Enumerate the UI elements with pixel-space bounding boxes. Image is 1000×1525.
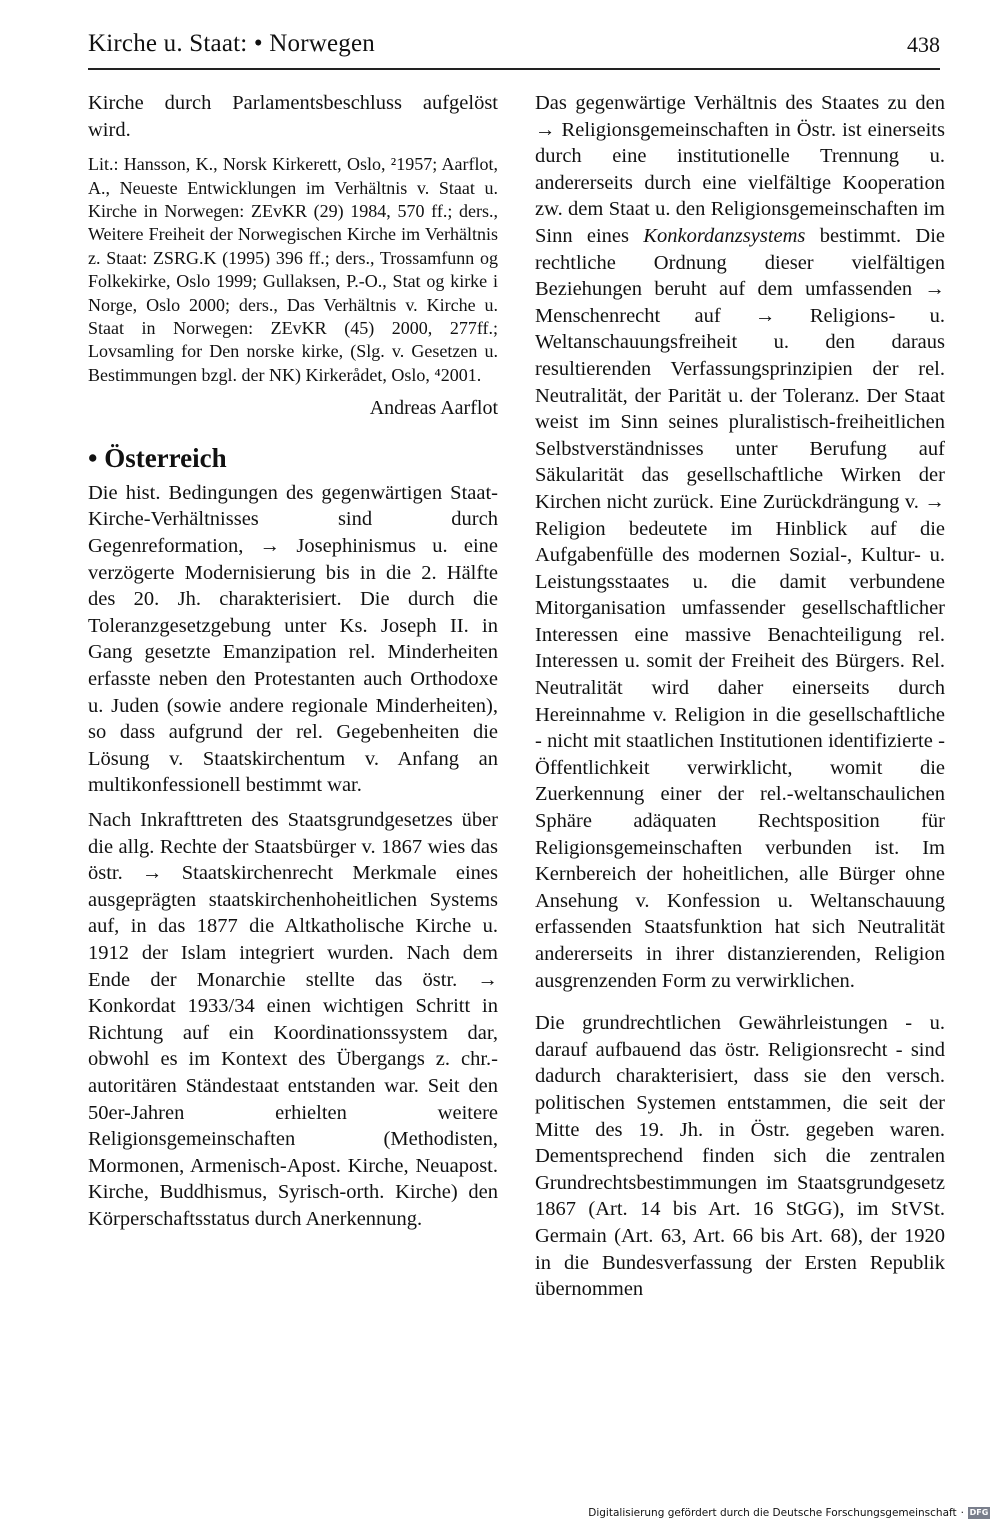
paragraph: Die hist. Bedingungen des gegenwärtigen Staat-Kirche-Verhältnisses sind durch Gegenreformation, → Josephinismus u. eine verzögerte Modernisierung bis in die 2. Hälfte des 20. Jh. charakterisiert. Die durch die Toleranzgesetzgebung unter Ks. Joseph II. in Gang gesetzte Emanzipation rel. Minderheiten erfasste neben den Protestanten auch Orthodoxe u. Juden (sowie andere regionale Minderheiten), so dass aufgrund der rel. Gegebenheiten die Lösung v. Staatskirchentum v. Anfang an multikonfessionell bestimmt war. [88,481,498,797]
right-column [535,90,945,1311]
separator-dot: · [960,1507,964,1519]
digitization-credit [588,1507,990,1519]
paragraph: Nach Inkrafttreten des Staatsgrundgesetzes über die allg. Rechte der Staatsbürger v. 1867 wies das östr. → Staatskirchenrecht Merkmale eines ausgeprägten staatskirchenhoheitlichen Systems auf, in das 1877 die Altkatholische Kirche u. 1912 der Islam integriert wurden. Nach dem Ende der Monarchie stellte das östr. → Konkordat 1933/34 einen wichtigen Schritt in Richtung auf ein Koordinationssystem dar, obwohl es im Kontext des Übergangs z. chr.-autoritären Ständestaat entstanden war. Seit den 50er-Jahren erhielten weitere Religionsgemeinschaften (Methodisten, Mormonen, Armenisch-Apost. Kirche, Neuapost. Kirche, Buddhismus, Syrisch-orth. Kirche) den Körperschaftsstatus durch Anerkennung. [88,808,498,1230]
italic-term: Konkordanzsystems [643,224,806,247]
literature-list: Lit.: Hansson, K., Norsk Kirkerett, Oslo, ²1957; Aarflot, A., Neueste Entwicklungen im Verhältnis v. Staat u. Kirche in Norwegen: ZEvKR (29) 1984, 570 ff.; ders., Weitere Freiheit der Norwegischen Kirche im Verhältnis z. Staat: ZSRG.K (1995) 396 ff.; ders., Trossamfunn og Folkekirke, Oslo 1999; Gullaksen, P.-O., Stat og kirke i Norge, Oslo 2000; ders., Das Verhältnis v. Kirche u. Staat in Norwegen: ZEvKR (45) 2000, 277ff.; Lovsamling for Den norske kirke, (Slg. v. Gesetzen u. Bestimmungen bzgl. der NK) Kirkerådet, Oslo, ⁴2001. [88,154,498,385]
section-heading: • Österreich [88,442,227,473]
credit-text: Digitalisierung gefördert durch die Deutsche Forschungsgemeinschaft [588,1507,957,1519]
author-signature: Andreas Aarflot [369,397,498,420]
dfg-logo-icon: DFG [969,1508,989,1517]
paragraph-text: Das gegenwärtige Verhältnis des Staates zu den → Religionsgemeinschaften in Östr. ist einerseits durch eine institutionelle Trennung u. andererseits durch eine vielfältige Kooperation zw. dem Staat u. den Religionsgemeinschaften im Sinn eines [535,92,945,247]
running-head: Kirche u. Staat: • Norwegen [88,30,375,57]
page-header [88,28,940,70]
left-column [88,90,498,1240]
paragraph-text: bestimmt. Die rechtliche Ordnung dieser vielfältigen Beziehungen beruht auf dem umfassenden → Menschenrecht auf → Religions- u. Weltanschauungsfreiheit u. den daraus resultierenden Verfassungsprinzipien der rel. Neutralität, der Parität u. der Toleranz. Der Staat weist im Sinn seines pluralistisch-freiheitlichen Selbstverständnisses unter Berufung auf Säkularität das gesellschaftliche Wirken der Kirchen nicht zurück. Eine Zurückdrängung v. → Religion bedeutete im Hinblick auf die Aufgabenfülle des modernen Sozial-, Kultur- u. Leistungsstaates u. die damit verbundene Mitorganisation umfassender gesellschaftlicher Interessen eine massive Benachteiligung rel. Interessen u. somit der Freiheit des Bürgers. Rel. Neutralität wird daher einerseits durch Hereinnahme v. Religion in die gesellschaftliche - nicht mit staatlichen Institutionen identifizierte - Öffentlichkeit verwirklicht, womit die Zuerkennung einer der rel.-weltanschaulichen Sphäre adäquaten Rechtsposition für Religionsgemeinschaften verbunden ist. Im Kernbereich der hoheitlichen, alle Bürger ohne Ansehung v. Konfession u. Weltanschauung erfassenden Staatsfunktion hat sich Neutralität andererseits in ihrer distanzierenden, Religion ausgrenzenden Form zu verwirklichen. [535,224,946,992]
page-number: 438 [907,32,940,57]
paragraph [535,90,945,994]
paragraph: Die grundrechtlichen Gewährleistungen - u. darauf aufbauend das östr. Religionsrecht - sind dadurch charakterisiert, dass sie den versch. politischen Systemen entstammen, die seit der Mitte des 19. Jh. in Östr. gegeben waren. Dementsprechend finden sich die zentralen Grundrechtsbestimmungen im Staatsgrundgesetz 1867 (Art. 14 bis Art. 16 StGG), im StVSt. Germain (Art. 63, Art. 66 bis Art. 68), der 1920 in die Bundesverfassung der Ersten Republik übernommen [535,1012,945,1301]
paragraph-intro: Kirche durch Parlamentsbeschluss aufgelöst wird. [88,92,498,141]
